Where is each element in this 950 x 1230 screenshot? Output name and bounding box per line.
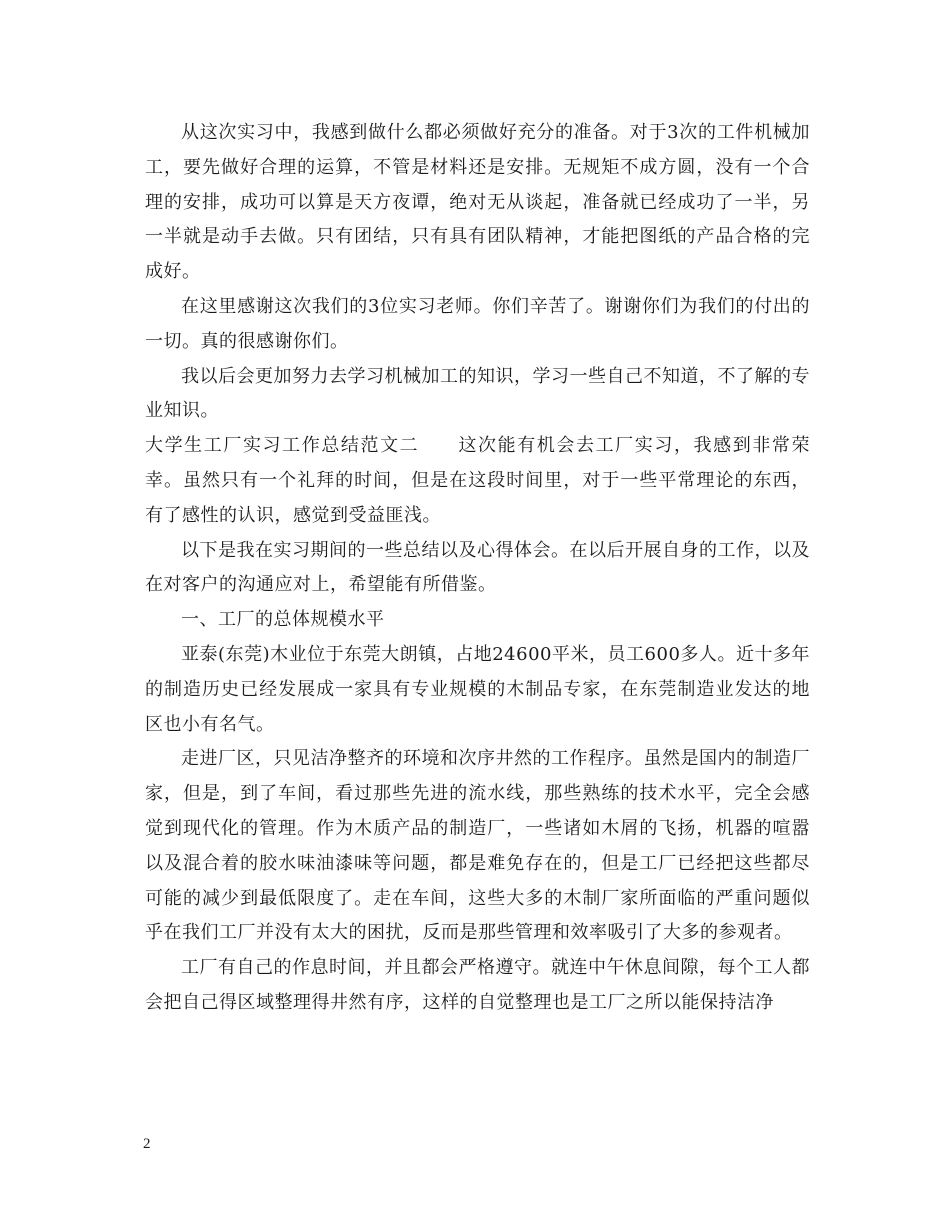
paragraph-company-profile: 亚泰(东莞)木业位于东莞大朗镇，占地24600平米，员工600多人。近十多年的制造历史已经发展成一家具有专业规模的木制品专家，在东莞制造业发达的地区也小有名气。 [145,643,810,735]
paragraph-example-two-intro: 大学生工厂实习工作总结范文二 这次能有机会去工厂实习，我感到非常荣幸。虽然只有一个礼拜的时间，但是在这段时间里，对于一些平常理论的东西，有了感性的认识，感觉到受益匪浅。 [145,435,810,526]
paragraph-thanks-teachers: 在这里感谢这次我们的3位实习老师。你们辛苦了。谢谢你们为我们的付出的一切。真的很感谢你们。 [145,295,810,352]
paragraph-summary-intro: 以下是我在实习期间的一些总结以及心得体会。在以后开展自身的工作，以及在对客户的沟通应对上，希望能有所借鉴。 [145,539,810,596]
section-heading-factory-scale: 一、工厂的总体规模水平 [181,609,385,631]
paragraph-factory-environment: 走进厂区，只见洁净整齐的环境和次序井然的工作程序。虽然是国内的制造厂家，但是，到了车间，看过那些先进的流水线，那些熟练的技术水平，完全会感觉到现代化的管理。作为木质产品的制造厂，一些诸如木屑的飞扬，机器的喧嚣以及混合着的胶水味油漆味等问题，都是难免存在的，但是工厂已经把这些都尽可能的减少到最低限度了。走在车间，这些大多的木制厂家所面临的严重问题似乎在我们工厂并没有太大的困扰，反而是那些管理和效率吸引了大多的参观者。 [145,748,810,944]
paragraph-future-study: 我以后会更加努力去学习机械加工的知识，学习一些自己不知道，不了解的专业知识。 [145,365,810,422]
document-body [145,116,810,1021]
page-number: 2 [143,1136,151,1152]
paragraph-preparation: 从这次实习中，我感到做什么都必须做好充分的准备。对于3次的工件机械加工，要先做好合理的运算，不管是材料还是安排。无规矩不成方圆，没有一个合理的安排，成功可以算是天方夜谭，绝对无从谈起，准备就已经成功了一半，另一半就是动手去做。只有团结，只有具有团队精神，才能把图纸的产品合格的完成好。 [145,122,810,283]
paragraph-work-schedule: 工厂有自己的作息时间，并且都会严格遵守。就连中午休息间隙，每个工人都会把自己得区域整理得井然有序，这样的自觉整理也是工厂之所以能保持洁净 [145,957,810,1013]
